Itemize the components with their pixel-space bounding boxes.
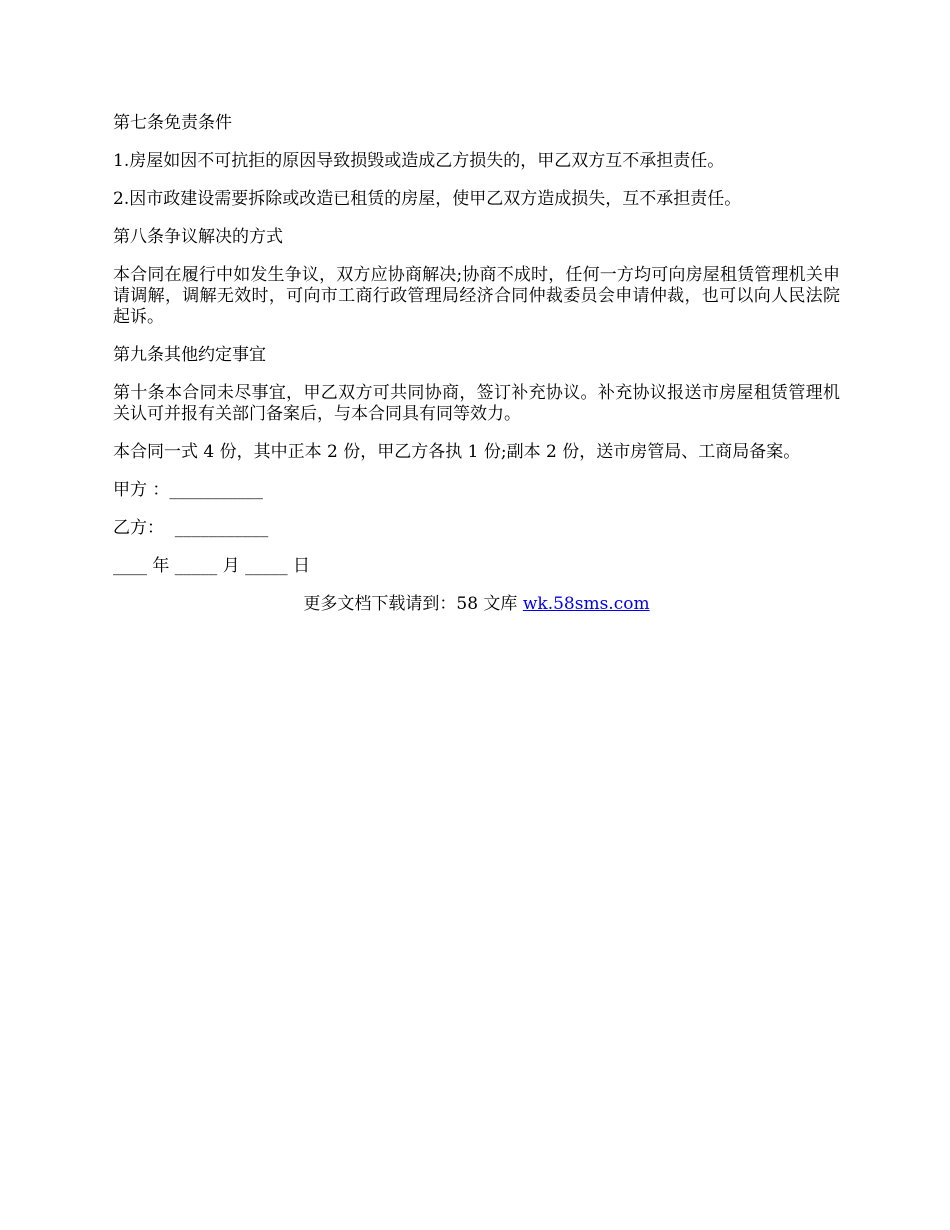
article-8-body: 本合同在履行中如发生争议，双方应协商解决;协商不成时，任何一方均可向房屋租赁管理机关申请调解，调解无效时，可向市工商行政管理局经济合同仲裁委员会申请仲裁，也可以向人民法院起诉。 xyxy=(113,265,840,327)
article-8-heading: 第八条争议解决的方式 xyxy=(113,227,283,247)
footer xyxy=(113,594,840,615)
article-9-heading: 第九条其他约定事宜 xyxy=(113,345,266,365)
article-7-clause-2: 2.因市政建设需要拆除或改造已租赁的房屋，使甲乙双方造成损失，互不承担责任。 xyxy=(113,189,742,209)
article-10-body: 第十条本合同未尽事宜，甲乙双方可共同协商，签订补充协议。补充协议报送市房屋租赁管理机关认可并报有关部门备案后，与本合同具有同等效力。 xyxy=(113,383,840,424)
party-a-signature-line: 甲方 ：___________ xyxy=(113,480,263,500)
footer-text: 更多文档下载请到：58 文库 xyxy=(303,594,523,614)
copies-clause: 本合同一式 4 份，其中正本 2 份，甲乙方各执 1 份;副本 2 份，送市房管局、工商局备案。 xyxy=(113,442,801,462)
party-b-signature-line: 乙方： ___________ xyxy=(113,518,269,538)
date-line: ____ 年 _____ 月 _____ 日 xyxy=(113,556,311,576)
footer-link[interactable]: wk.58sms.com xyxy=(522,594,650,614)
article-7-heading: 第七条免责条件 xyxy=(113,113,232,133)
article-7-clause-1: 1.房屋如因不可抗拒的原因导致损毁或造成乙方损失的，甲乙双方互不承担责任。 xyxy=(113,151,725,171)
